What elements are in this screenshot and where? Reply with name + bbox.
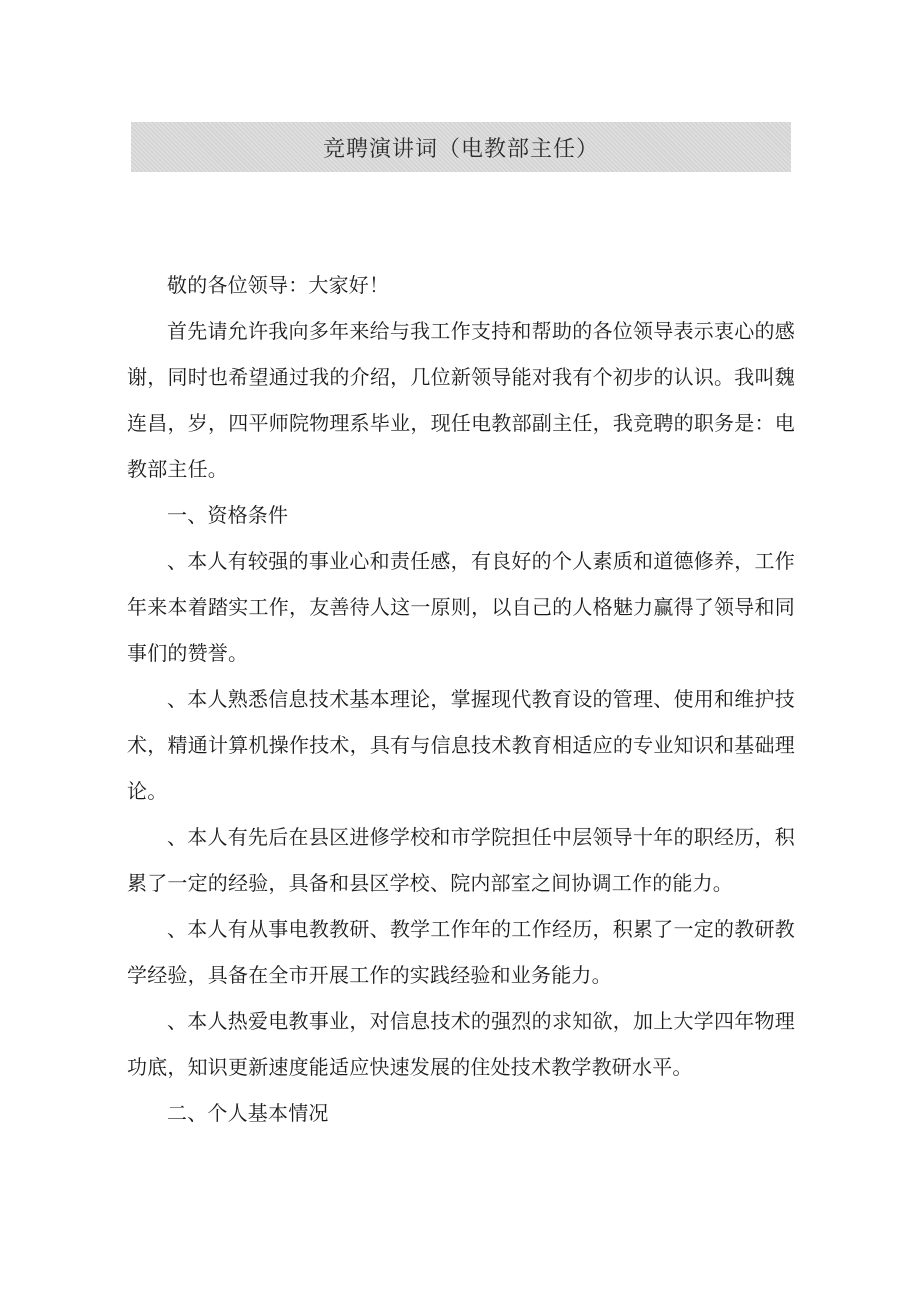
paragraph-qualification-4: 、本人有从事电教教研、教学工作年的工作经历，积累了一定的教研教学经验，具备在全市开展工作的实践经验和业务能力。 [127, 917, 795, 987]
paragraph-qualification-1: 、本人有较强的事业心和责任感，有良好的个人素质和道德修养，工作年来本着踏实工作，友善待人这一原则，以自己的人格魅力赢得了领导和同事们的赞誉。 [127, 549, 795, 665]
paragraph-greeting: 敬的各位领导：大家好！ [167, 273, 390, 297]
title-banner [131, 122, 791, 172]
paragraph-qualification-2: 、本人熟悉信息技术基本理论，掌握现代教育设的管理、使用和维护技术，精通计算机操作技术，具有与信息技术教育相适应的专业知识和基础理论。 [127, 687, 795, 803]
document-body [127, 262, 795, 1132]
heading-personal-info: 二、个人基本情况 [167, 1101, 329, 1125]
document-title: 竞聘演讲词（电教部主任） [322, 136, 599, 162]
paragraph-qualification-3: 、本人有先后在县区进修学校和市学院担任中层领导十年的职经历，积累了一定的经验，具备和县区学校、院内部室之间协调工作的能力。 [127, 825, 795, 895]
heading-qualifications: 一、资格条件 [167, 503, 289, 527]
paragraph-introduction: 首先请允许我向多年来给与我工作支持和帮助的各位领导表示衷心的感谢，同时也希望通过我的介绍，几位新领导能对我有个初步的认识。我叫魏连昌，岁，四平师院物理系毕业，现任电教部副主任，我竞聘的职务是：电教部主任。 [127, 319, 795, 481]
paragraph-qualification-5: 、本人热爱电教事业，对信息技术的强烈的求知欲，加上大学四年物理功底，知识更新速度能适应快速发展的住处技术教学教研水平。 [127, 1009, 795, 1079]
